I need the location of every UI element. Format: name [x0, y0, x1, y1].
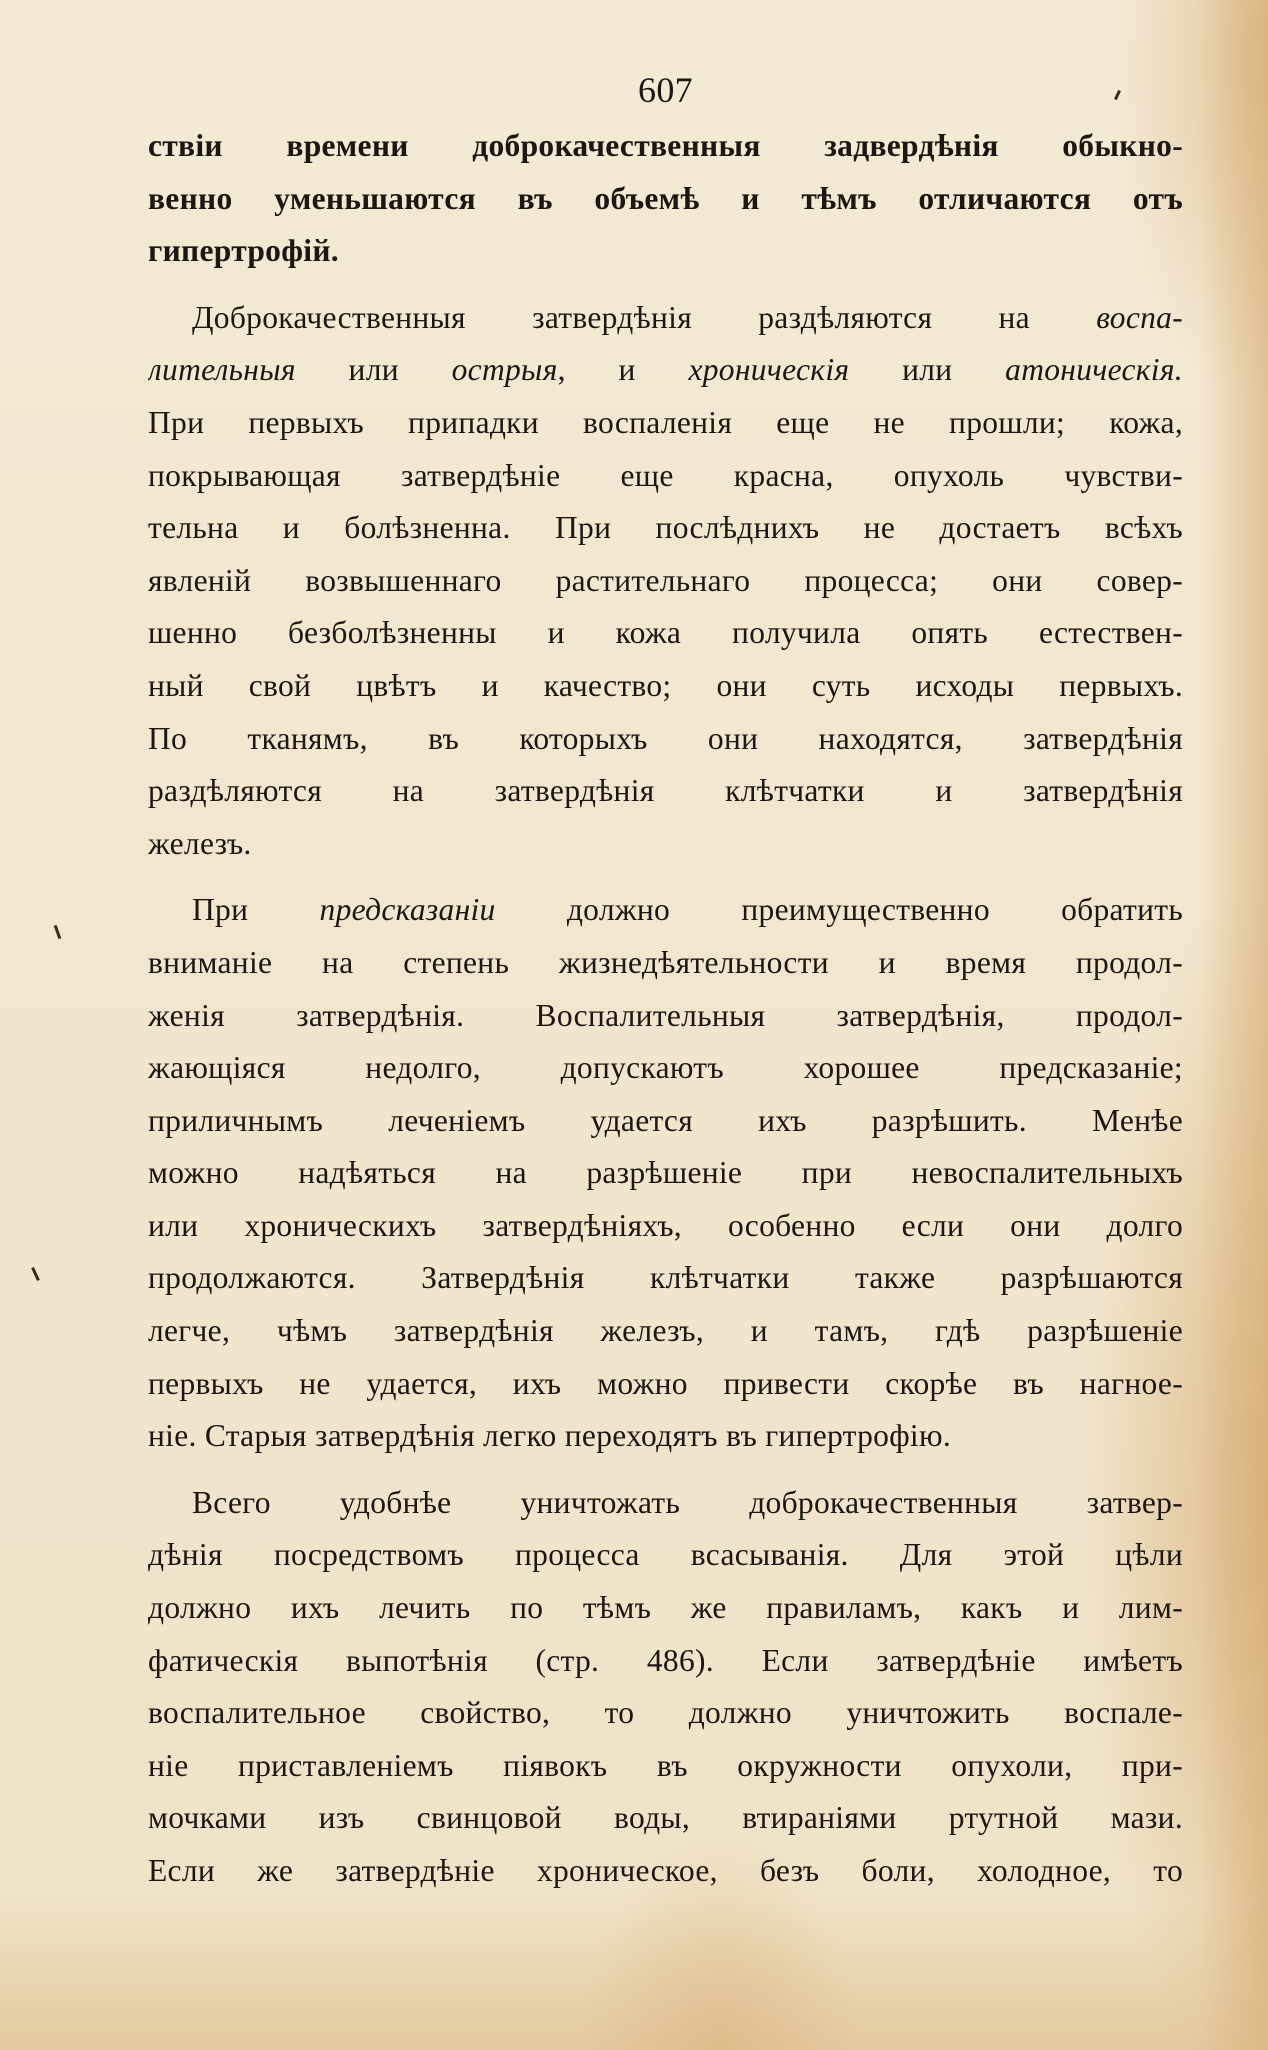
text-line: продолжаются. Затвердѣнія клѣтчатки также разрѣшаются [148, 1260, 1183, 1296]
text-line: тельна и болѣзненна. При послѣднихъ не достаетъ всѣхъ [148, 510, 1183, 546]
italic-term: острыя [451, 352, 558, 388]
text-line: ніе. Старыя затвердѣнія легко переходятъ въ гипертрофію. [148, 1418, 951, 1454]
text-line: легче, чѣмъ затвердѣнія железъ, и тамъ, гдѣ разрѣшеніе [148, 1313, 1183, 1349]
text-line: воспалительное свойство, то должно уничтожить воспале- [148, 1695, 1183, 1731]
text-line: По тканямъ, въ которыхъ они находятся, затвердѣнія [148, 720, 1183, 756]
text-line: фатическія выпотѣнія (стр. 486). Если затвердѣніе имѣетъ [148, 1642, 1183, 1678]
italic-term: предсказаніи [319, 892, 496, 928]
document-body [148, 60, 1183, 1898]
margin-mark [31, 1267, 40, 1281]
text-line: ный свой цвѣтъ и качество; они суть исходы первыхъ. [148, 667, 1183, 703]
text-fragment: должно преимущественно обратить [566, 892, 1183, 928]
text-fragment: или [348, 352, 399, 388]
italic-term: хроническія [688, 352, 850, 388]
text-line: ствіи времени доброкачественныя задвердѣнія обыкно- [148, 128, 1183, 163]
text-line: раздѣляются на затвердѣнія клѣтчатки и затвердѣнія [148, 773, 1183, 809]
text-line: вниманіе на степень жизнедѣятельности и время продол- [148, 944, 1183, 980]
text-line: Всего удобнѣе уничтожать доброкачественныя затвер- [192, 1484, 1183, 1520]
text-line: Если же затвердѣніе хроническое, безъ боли, холодное, то [148, 1853, 1183, 1888]
text-line [148, 292, 1183, 345]
text-line: явленій возвышеннаго растительнаго процесса; они совер- [148, 562, 1183, 598]
text-line [148, 884, 1183, 937]
text-line: дѣнія посредствомъ процесса всасыванія. Для этой цѣли [148, 1537, 1183, 1573]
text-line: мочками изъ свинцовой воды, втираніями ртутной мази. [148, 1800, 1183, 1836]
text-fragment: , и [557, 352, 636, 388]
text-line: женія затвердѣнія. Воспалительныя затвердѣнія, продол- [148, 997, 1183, 1033]
italic-term: атоническія. [1005, 352, 1183, 388]
paper-edge-stain [1198, 0, 1268, 2050]
text-line: можно надѣяться на разрѣшеніе при невоспалительныхъ [148, 1155, 1183, 1191]
page-number: 607 [638, 70, 693, 110]
text-line: жающіяся недолго, допускаютъ хорошее предсказаніе; [148, 1050, 1183, 1086]
text-line: приличнымъ леченіемъ удается ихъ разрѣшить. Менѣе [148, 1102, 1183, 1138]
text-line: железъ. [148, 825, 252, 861]
text-line: должно ихъ лечить по тѣмъ же правиламъ, какъ и лим- [148, 1590, 1183, 1626]
italic-term: воспа- [1096, 299, 1183, 335]
italic-term: лительныя [148, 352, 296, 388]
text-fragment: или [902, 352, 953, 388]
text-fragment: Доброкачественныя затвердѣнія раздѣляются на [192, 299, 1030, 335]
text-fragment: При [192, 892, 249, 928]
text-line: ніе приставленіемъ піявокъ въ окружности опухоли, при- [148, 1747, 1183, 1783]
text-line: венно уменьшаются въ объемѣ и тѣмъ отличаются отъ [148, 180, 1183, 216]
text-line: При первыхъ припадки воспаленія еще не прошли; кожа, [148, 404, 1183, 440]
text-line: гипертрофій. [148, 233, 339, 269]
margin-mark [54, 925, 62, 939]
text-line: или хроническихъ затвердѣніяхъ, особенно если они долго [148, 1207, 1183, 1243]
text-line: шенно безболѣзненны и кожа получила опять естествен- [148, 615, 1183, 651]
text-line: первыхъ не удается, ихъ можно привести скорѣе въ нагное- [148, 1365, 1183, 1401]
text-line: покрывающая затвердѣніе еще красна, опухоль чувстви- [148, 457, 1183, 493]
text-line [148, 344, 1183, 397]
paper-bottom-stain [0, 1900, 1268, 2050]
